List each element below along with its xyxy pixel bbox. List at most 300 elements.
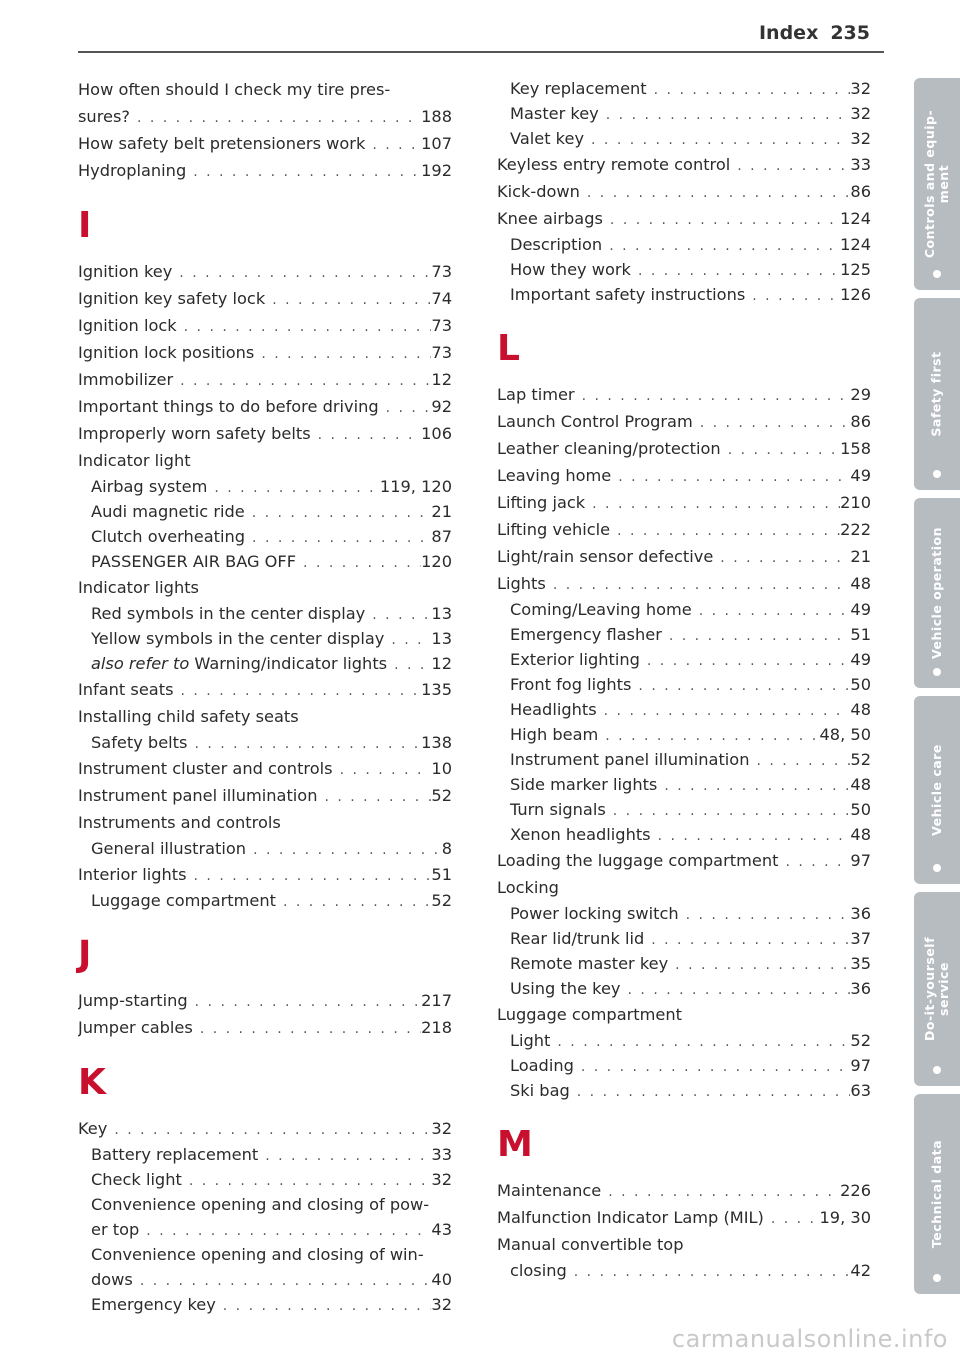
index-entry-label: How safety belt pretensioners work — [78, 134, 366, 153]
page-number: 235 — [830, 22, 870, 44]
index-entry-label: Key — [78, 1119, 108, 1138]
index-entry-label: Instrument panel illumination — [78, 786, 318, 805]
chapter-tab-label: Technical data — [929, 1139, 944, 1249]
index-entry[interactable] — [497, 1204, 871, 1231]
index-page-ref[interactable]: 188 — [421, 107, 452, 126]
index-entry-label: Safety belts — [91, 733, 188, 752]
index-entry[interactable] — [78, 651, 452, 676]
dot-leader — [130, 105, 421, 130]
index-entry[interactable] — [497, 772, 871, 797]
index-page-ref[interactable]: 97 — [850, 1056, 871, 1075]
section-letter: K — [78, 1062, 106, 1103]
index-heading: Manual convertible top — [497, 1235, 684, 1254]
index-page-ref[interactable]: 8 — [441, 839, 452, 858]
index-entry[interactable] — [78, 103, 452, 130]
index-page-ref[interactable]: 125 — [840, 260, 871, 279]
index-entry-label: Knee airbags — [497, 209, 603, 228]
index-entry[interactable] — [78, 285, 452, 312]
index-page-ref[interactable]: 52 — [431, 891, 452, 910]
index-entry-label: Side marker lights — [510, 775, 658, 794]
chapter-tab[interactable] — [914, 696, 960, 884]
index-page-ref[interactable]: 107 — [421, 134, 452, 153]
index-page-ref[interactable]: 32 — [850, 104, 871, 123]
dot-leader — [584, 128, 850, 151]
index-entry[interactable] — [78, 626, 452, 651]
index-column-right — [497, 76, 871, 1283]
index-page-ref[interactable]: 42 — [850, 1261, 871, 1280]
index-entry-label: Loading — [510, 1056, 574, 1075]
dot-leader — [182, 1169, 432, 1192]
dot-leader — [173, 368, 431, 393]
index-entry-label: Ignition key safety lock — [78, 289, 266, 308]
index-page-ref[interactable]: 52 — [850, 1031, 871, 1050]
index-entry-label: General illustration — [91, 839, 247, 858]
dot-leader — [333, 757, 432, 782]
index-entry[interactable] — [497, 1053, 871, 1078]
chapter-tab-label: Vehicle operation — [929, 526, 945, 660]
index-page-ref[interactable]: 124 — [840, 235, 871, 254]
index-entry[interactable] — [78, 987, 452, 1014]
index-entry-label: dows — [91, 1270, 133, 1289]
index-entry[interactable] — [497, 408, 871, 435]
index-page-ref[interactable]: 21 — [431, 502, 452, 521]
index-entry[interactable] — [497, 1258, 871, 1283]
index-entry[interactable] — [78, 1217, 452, 1242]
index-page-ref[interactable]: 13 — [431, 629, 452, 648]
index-entry-label: Turn signals — [510, 800, 606, 819]
index-page-ref[interactable]: 43 — [431, 1220, 452, 1239]
index-heading: Installing child safety seats — [78, 707, 299, 726]
index-heading: Indicator light — [78, 451, 191, 470]
index-page-ref[interactable]: 92 — [431, 397, 452, 416]
dot-leader — [186, 159, 421, 184]
dot-leader — [721, 437, 840, 462]
index-entry[interactable] — [78, 1142, 452, 1167]
index-page-ref[interactable]: 48 — [850, 574, 871, 593]
index-entry-label: er top — [91, 1220, 140, 1239]
index-entry[interactable] — [497, 126, 871, 151]
index-entry-label: Key replacement — [510, 79, 647, 98]
index-entry[interactable] — [78, 499, 452, 524]
index-entry[interactable] — [497, 543, 871, 570]
index-entry[interactable] — [497, 381, 871, 408]
dot-leader — [640, 649, 851, 672]
see-also-target: Warning/indicator lights — [189, 654, 388, 673]
index-entry[interactable] — [78, 836, 452, 861]
dot-leader — [187, 863, 432, 888]
dot-leader — [133, 1269, 432, 1292]
dot-leader — [662, 624, 851, 647]
dot-leader — [311, 422, 421, 447]
index-entry[interactable] — [78, 524, 452, 549]
index-entry-label: Yellow symbols in the center display — [91, 629, 385, 648]
index-entry[interactable] — [497, 951, 871, 976]
index-entry[interactable] — [78, 549, 452, 574]
index-entry-label: Headlights — [510, 700, 597, 719]
index-page-ref[interactable]: 37 — [850, 929, 871, 948]
dot-leader — [387, 653, 431, 676]
index-entry-label: Leather cleaning/protection — [497, 439, 721, 458]
index-entry-label: Emergency key — [91, 1295, 216, 1314]
chapter-tab[interactable] — [914, 498, 960, 688]
index-page-ref[interactable]: 210 — [840, 493, 871, 512]
index-page-ref[interactable]: 73 — [431, 316, 452, 335]
index-entry[interactable] — [497, 597, 871, 622]
index-entry-label: Leaving home — [497, 466, 612, 485]
dot-leader — [764, 1206, 820, 1231]
index-entry-label: Power locking switch — [510, 904, 679, 923]
index-page-ref[interactable]: 51 — [431, 865, 452, 884]
index-page-ref[interactable]: 29 — [850, 385, 871, 404]
index-entry[interactable] — [497, 672, 871, 697]
dot-leader — [692, 599, 851, 622]
index-entry-label — [91, 651, 387, 676]
section-letter: J — [78, 934, 92, 975]
index-entry[interactable] — [78, 420, 452, 447]
index-entry[interactable] — [78, 393, 452, 420]
index-page-ref[interactable]: 12 — [431, 654, 452, 673]
dot-leader — [611, 464, 850, 489]
index-heading: Instruments and controls — [78, 813, 281, 832]
chapter-tab[interactable] — [914, 298, 960, 490]
dot-leader — [778, 849, 850, 874]
section-title: Index — [758, 22, 819, 44]
chapter-tab[interactable] — [914, 892, 960, 1086]
index-entry[interactable] — [78, 676, 452, 703]
page-header — [759, 22, 870, 44]
index-page-ref[interactable]: 106 — [421, 424, 452, 443]
watermark: carmanualsonline.info — [671, 1325, 948, 1353]
index-entry[interactable] — [78, 157, 452, 184]
dot-leader — [550, 1030, 850, 1053]
dot-leader — [621, 978, 851, 1001]
index-entry[interactable] — [497, 926, 871, 951]
dot-leader — [668, 953, 850, 976]
index-page-ref[interactable]: 32 — [850, 79, 871, 98]
index-entry[interactable] — [497, 697, 871, 722]
index-entry-label: Hydroplaning — [78, 161, 187, 180]
index-entry-label: Light/rain sensor defective — [497, 547, 714, 566]
dot-leader — [647, 78, 851, 101]
dot-leader — [379, 395, 432, 420]
dot-leader — [631, 259, 840, 282]
chapter-tab-label: Safety first — [929, 351, 945, 437]
see-also-prefix: also refer to — [91, 654, 190, 673]
index-entry[interactable] — [78, 861, 452, 888]
index-entry[interactable] — [497, 901, 871, 926]
dot-leader — [317, 784, 431, 809]
index-entry[interactable] — [497, 516, 871, 543]
index-entry[interactable] — [497, 178, 871, 205]
index-page-ref[interactable]: 32 — [431, 1295, 452, 1314]
index-entry[interactable] — [78, 130, 452, 157]
index-entry[interactable] — [497, 847, 871, 874]
index-entry-label: Rear lid/trunk lid — [510, 929, 645, 948]
dot-leader — [365, 603, 431, 626]
index-page-ref[interactable]: 63 — [850, 1081, 871, 1100]
dot-leader — [730, 153, 850, 178]
index-entry-label: Ignition lock — [78, 316, 177, 335]
index-entry[interactable] — [78, 601, 452, 626]
tab-dot-icon — [933, 668, 941, 676]
dot-leader — [245, 526, 431, 549]
index-entry[interactable] — [497, 435, 871, 462]
index-page-ref[interactable]: 87 — [431, 527, 452, 546]
index-entry[interactable] — [497, 622, 871, 647]
tab-dot-icon — [933, 864, 941, 872]
index-page-ref[interactable]: 50 — [850, 800, 871, 819]
index-entry-label: Lifting jack — [497, 493, 586, 512]
index-entry[interactable] — [497, 101, 871, 126]
index-page-ref[interactable]: 48 — [850, 775, 871, 794]
index-entry-label: Maintenance — [497, 1181, 602, 1200]
index-entry-label: Coming/Leaving home — [510, 600, 692, 619]
index-page-ref[interactable]: 36 — [850, 904, 871, 923]
dot-leader — [631, 674, 850, 697]
index-entry[interactable] — [78, 755, 452, 782]
index-entry-line: Convenience opening and closing of win- — [91, 1245, 424, 1264]
index-entry-label: PASSENGER AIR BAG OFF — [91, 552, 297, 571]
index-page-ref[interactable]: 192 — [421, 161, 452, 180]
index-page-ref[interactable]: 32 — [850, 129, 871, 148]
index-page-ref[interactable]: 218 — [421, 1018, 452, 1037]
dot-leader — [107, 1117, 431, 1142]
index-entry[interactable] — [78, 888, 452, 913]
index-page-ref[interactable]: 52 — [431, 786, 452, 805]
dot-leader — [575, 383, 851, 408]
index-entry-label: Valet key — [510, 129, 585, 148]
index-page-ref[interactable]: 10 — [431, 759, 452, 778]
tab-dot-icon — [933, 470, 941, 478]
dot-leader — [749, 749, 850, 772]
index-page-ref[interactable]: 135 — [421, 680, 452, 699]
index-entry-label: Ski bag — [510, 1081, 570, 1100]
index-entry[interactable] — [497, 462, 871, 489]
index-page-ref[interactable]: 73 — [431, 262, 452, 281]
index-entry[interactable] — [78, 474, 452, 499]
dot-leader — [187, 732, 421, 755]
index-entry-label: How they work — [510, 260, 631, 279]
index-entry[interactable] — [78, 1267, 452, 1292]
dot-leader — [570, 1080, 851, 1103]
index-page-ref[interactable]: 222 — [840, 520, 871, 539]
index-entry[interactable] — [497, 647, 871, 672]
index-entry[interactable] — [497, 257, 871, 282]
index-heading: Locking — [497, 878, 559, 897]
dot-leader — [580, 180, 850, 205]
index-entry-label: Loading the luggage compartment — [497, 851, 779, 870]
index-page-ref[interactable]: 50 — [850, 675, 871, 694]
chapter-tab-label: Do-it-yourself service — [922, 936, 952, 1042]
index-entry-label: High beam — [510, 725, 599, 744]
chapter-tab-label: Controls and equip- ment — [922, 109, 951, 259]
dot-leader — [384, 628, 431, 651]
index-entry[interactable] — [497, 722, 871, 747]
index-page-ref[interactable]: 120 — [421, 552, 452, 571]
index-page-ref[interactable]: 158 — [840, 439, 871, 458]
index-entry-label: Using the key — [510, 979, 621, 998]
index-entry-label: Check light — [91, 1170, 182, 1189]
index-entry-label: Infant seats — [78, 680, 174, 699]
index-entry[interactable] — [497, 976, 871, 1001]
index-page-ref[interactable]: 35 — [850, 954, 871, 973]
index-page-ref[interactable]: 12 — [431, 370, 452, 389]
chapter-tab-label: Vehicle care — [929, 744, 945, 836]
index-page-ref[interactable]: 217 — [421, 991, 452, 1010]
dot-leader — [188, 989, 421, 1014]
index-page-ref[interactable]: 86 — [850, 182, 871, 201]
index-entry-label: Malfunction Indicator Lamp (MIL) — [497, 1208, 764, 1227]
dot-leader — [193, 1016, 421, 1041]
index-page-ref[interactable]: 48, 50 — [819, 725, 871, 744]
index-entry-label: Light — [510, 1031, 551, 1050]
index-entry-label: Instrument panel illumination — [510, 750, 750, 769]
dot-leader — [601, 1179, 840, 1204]
index-page-ref[interactable]: 32 — [431, 1119, 452, 1138]
index-entry-label: sures? — [78, 107, 130, 126]
dot-leader — [567, 1260, 851, 1283]
index-page-ref[interactable]: 33 — [850, 155, 871, 174]
index-page-ref[interactable]: 32 — [431, 1170, 452, 1189]
index-page-ref[interactable]: 124 — [840, 209, 871, 228]
index-entry-label: Kick-down — [497, 182, 580, 201]
section-letter: M — [497, 1124, 533, 1165]
index-entry[interactable] — [497, 747, 871, 772]
index-page-ref[interactable]: 49 — [850, 600, 871, 619]
dot-leader — [172, 260, 431, 285]
index-entry[interactable] — [78, 782, 452, 809]
index-heading: Indicator lights — [78, 578, 199, 597]
index-entry[interactable] — [78, 1014, 452, 1041]
index-page-ref[interactable]: 74 — [431, 289, 452, 308]
index-column-left — [78, 76, 452, 1317]
index-entry[interactable] — [497, 1177, 871, 1204]
index-entry[interactable] — [497, 489, 871, 516]
dot-leader — [585, 491, 840, 516]
index-entry-label: Keyless entry remote control — [497, 155, 731, 174]
index-entry-label: Lights — [497, 574, 546, 593]
index-page-ref[interactable]: 51 — [850, 625, 871, 644]
index-entry[interactable] — [78, 1167, 452, 1192]
index-entry[interactable] — [497, 1028, 871, 1053]
dot-leader — [216, 1294, 432, 1317]
index-entry-label: Airbag system — [91, 477, 208, 496]
index-entry-label: Improperly worn safety belts — [78, 424, 311, 443]
chapter-tab[interactable] — [914, 1094, 960, 1294]
index-entry-label: closing — [510, 1261, 567, 1280]
dot-leader — [597, 699, 851, 722]
index-entry-label: Instrument cluster and controls — [78, 759, 333, 778]
index-entry[interactable] — [497, 282, 871, 307]
index-entry-label: Front fog lights — [510, 675, 632, 694]
index-page-ref[interactable]: 73 — [431, 343, 452, 362]
dot-leader — [693, 410, 851, 435]
index-entry-label: Launch Control Program — [497, 412, 693, 431]
dot-leader — [254, 341, 431, 366]
index-page-ref[interactable]: 19, 30 — [819, 1208, 871, 1227]
index-page-ref[interactable]: 13 — [431, 604, 452, 623]
tab-dot-icon — [933, 270, 941, 278]
index-page-ref[interactable]: 48 — [850, 825, 871, 844]
index-entry-label: Ignition lock positions — [78, 343, 255, 362]
index-entry[interactable] — [497, 232, 871, 257]
index-entry-line: How often should I check my tire pres- — [78, 80, 391, 99]
dot-leader — [657, 774, 850, 797]
index-page-ref[interactable]: 86 — [850, 412, 871, 431]
index-page-ref[interactable]: 49 — [850, 650, 871, 669]
index-page-ref[interactable]: 36 — [850, 979, 871, 998]
index-entry-label: Remote master key — [510, 954, 669, 973]
index-entry[interactable] — [78, 366, 452, 393]
dot-leader — [644, 928, 850, 951]
dot-leader — [651, 824, 851, 847]
index-page-ref[interactable]: 21 — [850, 547, 871, 566]
index-entry[interactable] — [497, 1078, 871, 1103]
index-entry-label: Interior lights — [78, 865, 187, 884]
index-entry-label: Audi magnetic ride — [91, 502, 245, 521]
index-page-ref[interactable]: 126 — [840, 285, 871, 304]
index-page-ref[interactable]: 138 — [421, 733, 452, 752]
index-entry[interactable] — [497, 797, 871, 822]
index-page-ref[interactable]: 226 — [840, 1181, 871, 1200]
dot-leader — [139, 1219, 431, 1242]
dot-leader — [177, 314, 432, 339]
index-entry[interactable] — [497, 151, 871, 178]
index-entry[interactable] — [497, 822, 871, 847]
dot-leader — [606, 799, 851, 822]
index-entry[interactable] — [78, 258, 452, 285]
index-entry-label: Jumper cables — [78, 1018, 193, 1037]
index-entry[interactable] — [497, 76, 871, 101]
dot-leader — [599, 103, 851, 126]
index-entry-label: Red symbols in the center display — [91, 604, 366, 623]
section-letter: I — [78, 205, 92, 246]
index-entry[interactable] — [78, 339, 452, 366]
index-entry[interactable] — [78, 1292, 452, 1317]
index-entry[interactable] — [78, 730, 452, 755]
index-page-ref[interactable]: 52 — [850, 750, 871, 769]
index-heading: Luggage compartment — [497, 1005, 682, 1024]
index-entry-label: Master key — [510, 104, 599, 123]
dot-leader — [174, 678, 422, 703]
dot-leader — [296, 551, 421, 574]
index-entry[interactable] — [497, 205, 871, 232]
index-entry[interactable] — [78, 312, 452, 339]
dot-leader — [246, 838, 442, 861]
dot-leader — [365, 132, 421, 157]
index-entry-label: Jump-starting — [78, 991, 188, 1010]
index-page-ref[interactable]: 40 — [431, 1270, 452, 1289]
index-page-ref[interactable]: 48 — [850, 700, 871, 719]
index-entry[interactable] — [497, 570, 871, 597]
index-page-ref[interactable]: 49 — [850, 466, 871, 485]
index-entry-label: Important safety instructions — [510, 285, 746, 304]
index-entry-label: Luggage compartment — [91, 891, 276, 910]
index-entry-label: Description — [510, 235, 603, 254]
index-entry[interactable] — [78, 1115, 452, 1142]
dot-leader — [276, 890, 431, 913]
index-entry-label: Lap timer — [497, 385, 575, 404]
index-entry-label: Lifting vehicle — [497, 520, 611, 539]
dot-leader — [713, 545, 850, 570]
section-letter: L — [497, 328, 520, 369]
index-page-ref[interactable]: 33 — [431, 1145, 452, 1164]
index-page-ref[interactable]: 119, 120 — [379, 477, 452, 496]
dot-leader — [745, 284, 840, 307]
chapter-tab[interactable] — [914, 78, 960, 290]
index-page-ref[interactable]: 97 — [850, 851, 871, 870]
dot-leader — [245, 501, 432, 524]
